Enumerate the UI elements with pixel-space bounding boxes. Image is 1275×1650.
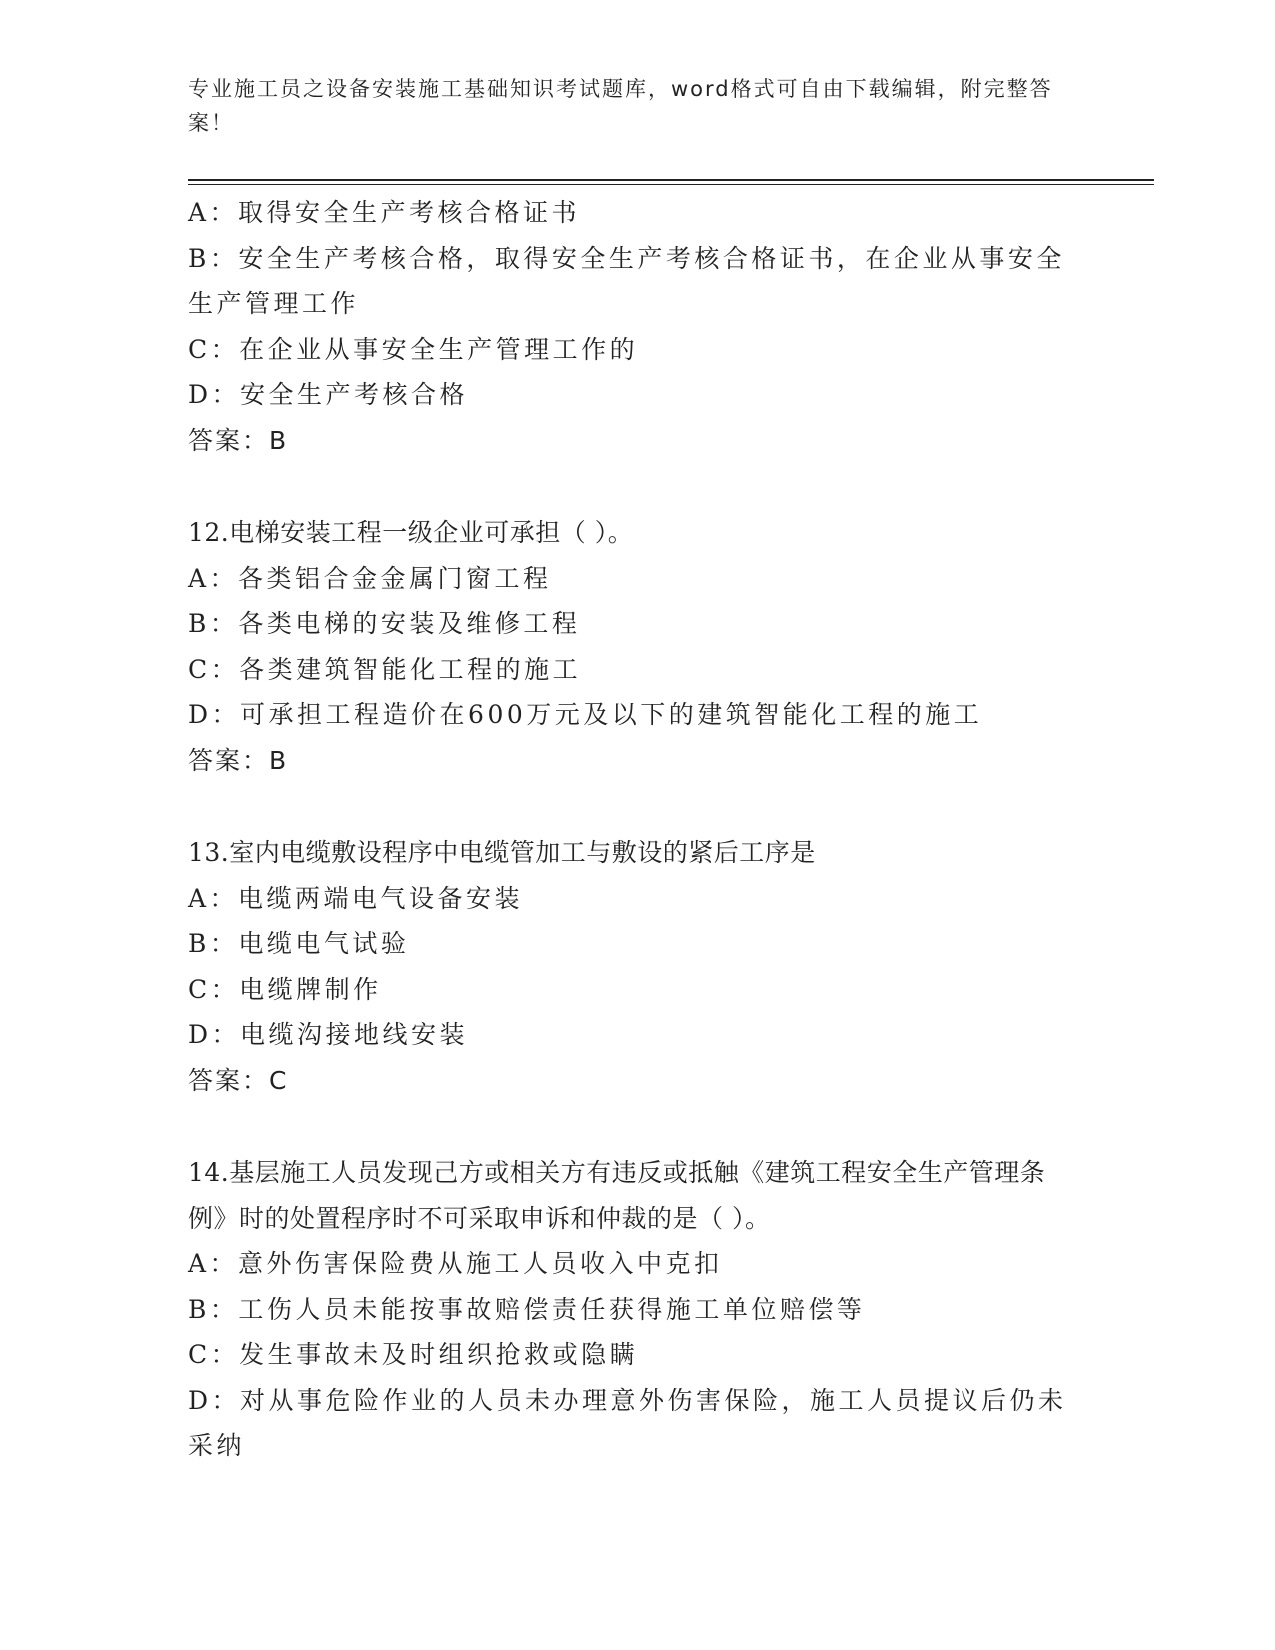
spacer	[188, 1103, 1068, 1150]
option-b: B：各类电梯的安装及维修工程	[188, 609, 581, 638]
option-c: C：各类建筑智能化工程的施工	[188, 654, 582, 684]
option-d: D：安全生产考核合格	[188, 380, 469, 409]
option-a: A：意外伤害保险费从施工人员收入中克扣	[188, 1249, 723, 1278]
spacer	[188, 783, 1068, 830]
header-rule-thin	[188, 184, 1154, 185]
document-header: 专业施工员之设备安装施工基础知识考试题库，word格式可自由下载编辑，附完整答案！	[188, 77, 1053, 135]
question-14: 14.基层施工人员发现己方或相关方有违反或抵触《建筑工程安全生产管理条例》时的处置程序时不可采取申诉和仲裁的是（ ）。	[188, 1158, 1046, 1233]
option-d: D：可承担工程造价在600万元及以下的建筑智能化工程的施工	[188, 700, 983, 729]
option-d: D：对从事危险作业的人员未办理意外伤害保险，施工人员提议后仍未采纳	[188, 1385, 1067, 1460]
option-d: D：电缆沟接地线安装	[188, 1020, 469, 1049]
option-c: C：在企业从事安全生产管理工作的	[188, 334, 639, 364]
question-13: 13.室内电缆敷设程序中电缆管加工与敷设的紧后工序是	[188, 838, 816, 867]
option-c: C：电缆牌制作	[188, 974, 382, 1004]
answer: 答案：B	[188, 425, 289, 455]
answer: 答案：B	[188, 745, 289, 775]
option-a: A：电缆两端电气设备安装	[188, 883, 524, 913]
spacer	[188, 463, 1068, 510]
answer: 答案：C	[188, 1065, 289, 1095]
option-a: A：各类铝合金金属门窗工程	[188, 563, 552, 593]
header-rule-thick	[188, 179, 1154, 181]
option-b: B：安全生产考核合格，取得安全生产考核合格证书，在企业从事安全生产管理工作	[188, 243, 1065, 318]
option-c: C：发生事故未及时组织抢救或隐瞒	[188, 1340, 639, 1369]
question-12: 12.电梯安装工程一级企业可承担（ ）。	[188, 518, 634, 547]
question-content	[188, 190, 1068, 1469]
option-a: A：取得安全生产考核合格证书	[188, 198, 581, 227]
option-b: B：电缆电气试验	[188, 929, 410, 958]
option-b: B：工伤人员未能按事故赔偿责任获得施工单位赔偿等	[188, 1294, 866, 1324]
